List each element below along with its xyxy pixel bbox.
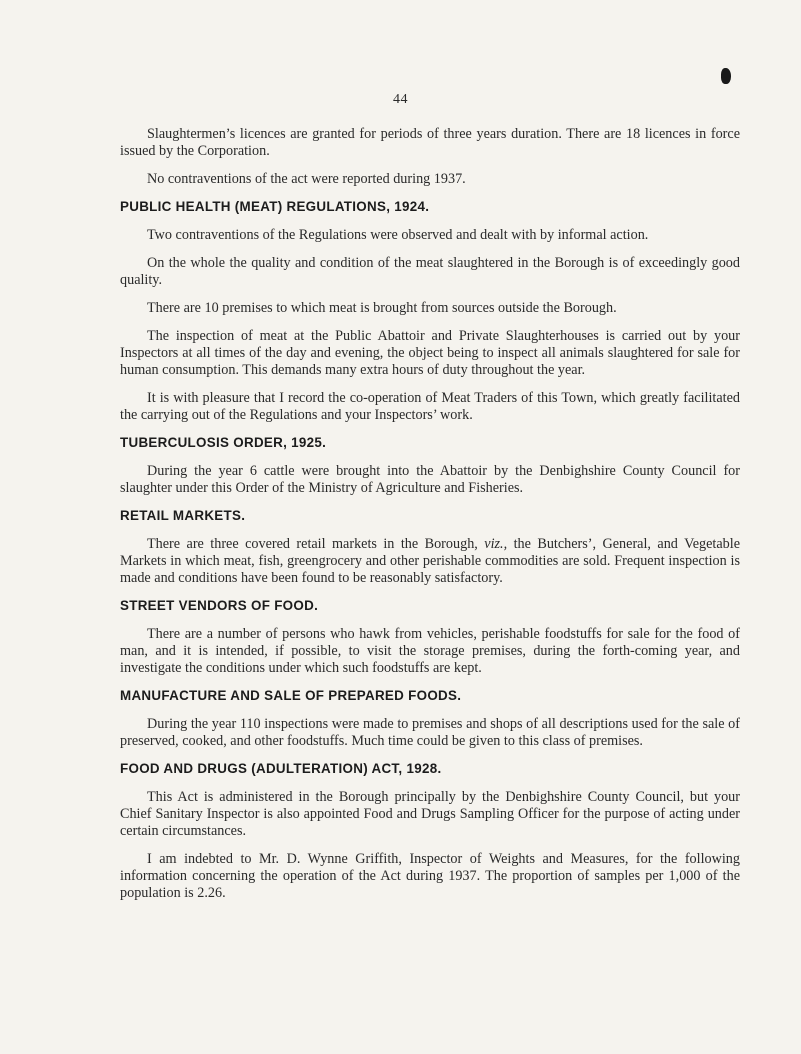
page-body <box>120 126 740 913</box>
paragraph: Two contraventions of the Regulations were observed and dealt with by informal action. <box>147 227 649 243</box>
paragraph: There are 10 premises to which meat is brought from sources outside the Borough. <box>147 300 617 316</box>
paragraph: Slaughtermen’s licences are granted for periods of three years duration. There are 18 licences in force issued by the Corporation. <box>120 126 740 159</box>
paragraph: No contraventions of the act were reported during 1937. <box>147 171 466 187</box>
paragraph: It is with pleasure that I record the co-operation of Meat Traders of this Town, which greatly facilitated the carrying out of the Regulations and your Inspectors’ work. <box>120 390 740 423</box>
section-heading: FOOD AND DRUGS (ADULTERATION) ACT, 1928. <box>120 761 442 776</box>
section-heading: PUBLIC HEALTH (MEAT) REGULATIONS, 1924. <box>120 199 430 214</box>
paragraph: On the whole the quality and condition of the meat slaughtered in the Borough is of exceedingly good quality. <box>120 255 740 288</box>
section-prepared-foods <box>120 688 740 750</box>
section-tuberculosis-order <box>120 435 740 497</box>
paragraph: I am indebted to Mr. D. Wynne Griffith, Inspector of Weights and Measures, for the following information concerning the operation of the Act during 1937. The proportion of samples per 1,000 of the population is 2.26. <box>120 851 740 901</box>
section-heading: MANUFACTURE AND SALE OF PREPARED FOODS. <box>120 688 462 703</box>
section-heading: TUBERCULOSIS ORDER, 1925. <box>120 435 327 450</box>
section-retail-markets <box>120 508 740 587</box>
section-heading: RETAIL MARKETS. <box>120 508 246 523</box>
paragraph: The inspection of meat at the Public Abattoir and Private Slaughterhouses is carried out by your Inspectors at all times of the day and evening, the object being to inspect all animals slaughtered for sale for human consumption. This demands many extra hours of duty throughout the year. <box>120 328 740 378</box>
italic-abbreviation: viz., <box>484 536 508 552</box>
section-street-vendors <box>120 598 740 677</box>
section-meat-regulations <box>120 199 740 424</box>
section-slaughtermen-licences <box>120 126 740 188</box>
paragraph: There are three covered retail markets in the Borough, viz., the Butchers’, General, and Vegetable Markets in which meat, fish, greengrocery and other perishable commodities are sold. Frequent inspection is made and conditions have been found to be reasonably satisfactory. <box>120 536 741 586</box>
page-number: 44 <box>393 92 408 107</box>
ink-blot-mark <box>721 68 731 84</box>
section-heading: STREET VENDORS OF FOOD. <box>120 598 319 613</box>
paragraph: During the year 6 cattle were brought into the Abattoir by the Denbighshire County Council for slaughter under this Order of the Ministry of Agriculture and Fisheries. <box>120 463 740 496</box>
paragraph: During the year 110 inspections were made to premises and shops of all descriptions used for the sale of preserved, cooked, and other foodstuffs. Much time could be given to this class of premises. <box>120 716 740 749</box>
section-food-and-drugs-act <box>120 761 740 902</box>
paragraph: There are a number of persons who hawk from vehicles, perishable foodstuffs for sale for the food of man, and it is intended, if possible, to visit the storage premises, during the forth-coming year, and investigate the conditions under which such foodstuffs are kept. <box>120 626 740 676</box>
paragraph: This Act is administered in the Borough principally by the Denbighshire County Council, but your Chief Sanitary Inspector is also appointed Food and Drugs Sampling Officer for the purpose of acting under certain circumstances. <box>120 789 740 839</box>
